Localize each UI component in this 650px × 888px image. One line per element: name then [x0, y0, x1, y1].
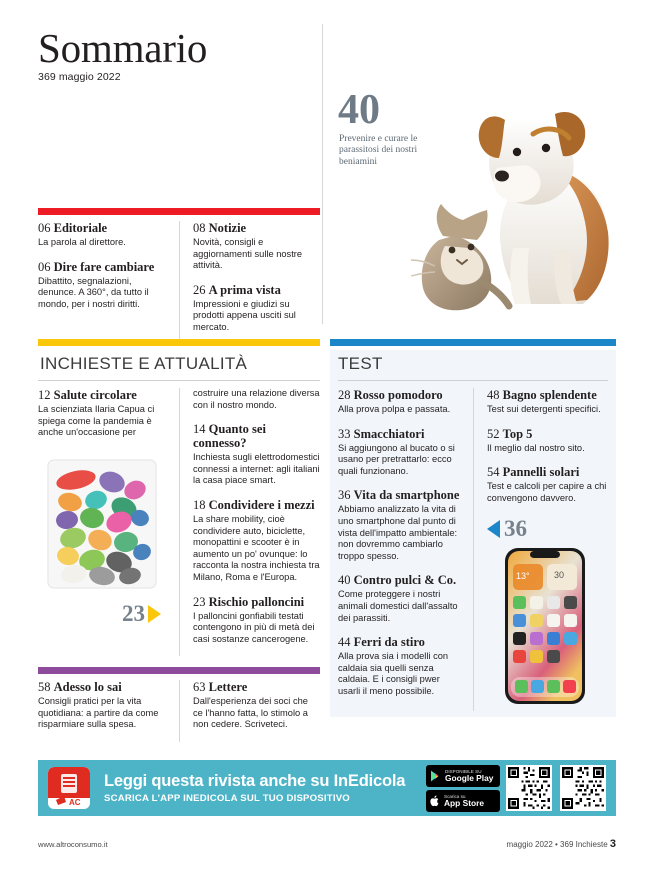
- toc-page-number: 06: [38, 259, 51, 274]
- toc-page-number: 06: [38, 221, 51, 235]
- hero-page-number: 40: [338, 87, 380, 133]
- toc-entry-desc: Dibattito, segnalazioni, denunce. A 360°, da tutto il mondo, per i nostri diritti.: [38, 275, 149, 309]
- toc-entry-desc: Test sui detergenti specifici.: [487, 404, 601, 414]
- page-footer: [38, 838, 616, 850]
- toc-entry[interactable]: [487, 388, 608, 416]
- triangle-right-icon: [148, 605, 161, 623]
- footer-issue-text: maggio 2022 • 369 Inchieste: [506, 840, 608, 849]
- svg-text:13°: 13°: [516, 571, 530, 582]
- toc-page-number: 33: [338, 426, 351, 441]
- bottom-entries-block: [38, 680, 320, 742]
- toc-entry-name: Rosso pomodoro: [353, 388, 443, 402]
- toc-entry-desc: Abbiamo analizzato la vita di uno smartphone dal punto di vista dell'impatto ambientale: non dovremmo cambiarlo troppo spesso.: [338, 504, 458, 561]
- toc-entry-title: [38, 221, 167, 235]
- toc-entry-name: Notizie: [208, 221, 247, 235]
- toc-entry[interactable]: [193, 498, 320, 584]
- toc-page-number: 08: [193, 221, 206, 235]
- footer-page-number: 3: [609, 838, 616, 850]
- app-store-badge[interactable]: [426, 790, 500, 812]
- toc-entry-name: Editoriale: [53, 221, 108, 235]
- balloons-image: [40, 456, 164, 592]
- svg-text:30: 30: [554, 570, 565, 581]
- toc-entry-name: Vita da smartphone: [353, 488, 460, 503]
- qr-code-google-play[interactable]: [506, 765, 552, 811]
- toc-entry[interactable]: [38, 388, 167, 439]
- test-left-column: [338, 388, 473, 711]
- toc-entry[interactable]: [193, 680, 320, 731]
- footer-website[interactable]: www.altroconsumo.it: [38, 840, 108, 849]
- toc-entry-desc: Impressioni e giudizi su prodotti appena usciti sul mercato.: [193, 298, 296, 332]
- toc-page-number: 14: [193, 422, 206, 437]
- toc-entry-name: Rischio palloncini: [208, 594, 305, 609]
- toc-entry-title: [193, 680, 320, 694]
- toc-entry-title: [487, 427, 608, 441]
- test-heading: TEST: [338, 354, 383, 373]
- top-vertical-divider: [322, 24, 323, 324]
- toc-entry-title: [487, 388, 608, 402]
- toc-entry-title: [338, 635, 461, 649]
- purple-section-rule: [38, 667, 320, 674]
- smartphone-image: [497, 546, 593, 706]
- top-right-column: [179, 221, 320, 345]
- hero-feature: [330, 78, 620, 318]
- toc-entry-title: [193, 221, 320, 235]
- banner-headline: Leggi questa rivista anche su InEdicola: [104, 772, 406, 790]
- toc-entry-title: [38, 388, 167, 402]
- toc-entry-name: Dire fare cambiare: [53, 259, 155, 274]
- toc-entry-desc: Test e calcoli per capire a chi convengono davvero.: [487, 481, 607, 503]
- toc-page-number: 48: [487, 388, 500, 402]
- toc-entry-name: Bagno splendente: [502, 388, 597, 402]
- marker-page-number: 36: [504, 516, 527, 542]
- toc-entry[interactable]: [338, 427, 461, 478]
- toc-page-number: 26: [193, 282, 206, 297]
- yellow-section-rule: [38, 339, 320, 346]
- inchieste-left-column: [38, 388, 179, 656]
- toc-entry-title: [338, 388, 461, 402]
- masthead: [38, 26, 207, 83]
- toc-page-number: 40: [338, 573, 351, 588]
- toc-page-number: 36: [338, 488, 351, 503]
- red-section-rule: [38, 208, 320, 215]
- toc-entry[interactable]: [487, 465, 608, 504]
- inchieste-right-column: [179, 388, 320, 656]
- toc-entry-name: Smacchiatori: [353, 426, 425, 441]
- footer-issue: [507, 838, 616, 850]
- toc-entry-desc: Inchiesta sugli elettrodomestici connessi a internet: agli italiani la casa piace smart.: [193, 452, 320, 486]
- toc-entry-title: [193, 283, 320, 297]
- toc-entry-desc: Alla prova polpa e passata.: [338, 404, 451, 414]
- toc-entry[interactable]: [38, 260, 167, 311]
- toc-entry-desc: Consigli pratici per la vita quotidiana: a partire da come risparmiare sulla spesa.: [38, 696, 159, 730]
- altroconsumo-app-logo: [48, 767, 90, 809]
- badge-big-text: App Store: [444, 797, 485, 808]
- toc-entry[interactable]: [38, 221, 167, 249]
- toc-entry-name: Salute circolare: [53, 388, 137, 402]
- banner-text: [104, 772, 426, 804]
- toc-entry-title: [338, 427, 461, 441]
- google-play-badge[interactable]: [426, 765, 500, 787]
- toc-entry-name: Lettere: [208, 680, 248, 694]
- toc-entry-name: Top 5: [502, 426, 533, 441]
- toc-entry[interactable]: [193, 283, 320, 334]
- toc-entry-desc: Come proteggere i nostri animali domestici dall'assalto dei parassiti.: [338, 589, 458, 623]
- toc-entry[interactable]: [338, 573, 461, 624]
- toc-entry-name: A prima vista: [208, 282, 281, 297]
- toc-entry-title: [487, 465, 608, 479]
- toc-entry-title: [338, 488, 461, 502]
- svg-text:AC: AC: [69, 798, 81, 807]
- toc-entry-desc: La parola al direttore.: [38, 237, 126, 247]
- qr-code-app-store[interactable]: [560, 765, 606, 811]
- toc-entry[interactable]: [338, 635, 461, 697]
- toc-entry[interactable]: [338, 388, 461, 416]
- toc-entry[interactable]: [193, 422, 320, 487]
- badge-big-text: Google Play: [445, 772, 494, 783]
- inchieste-section: [38, 350, 320, 656]
- toc-page-number: 18: [193, 497, 206, 512]
- toc-entry-desc: I palloncini gonfiabili testati contengono in più di metà dei casi sostanze cancerogene.: [193, 610, 315, 644]
- store-badges: [426, 765, 500, 812]
- app-icon-glyph: [48, 767, 90, 809]
- toc-page-number: 52: [487, 426, 500, 441]
- toc-page-number: 28: [338, 388, 351, 402]
- toc-entry-title: [338, 573, 461, 587]
- bottom-left-column: [38, 680, 179, 742]
- toc-entry-name: Quanto sei connesso?: [193, 422, 266, 451]
- cross-reference-marker-23[interactable]: [38, 601, 167, 627]
- toc-entry[interactable]: [193, 221, 320, 272]
- hero-caption: Prevenire e curare le parassitosi dei nostri beniamini: [339, 134, 418, 167]
- toc-entry-name: Ferri da stiro: [353, 635, 425, 650]
- toc-entry-desc: Il meglio dal nostro sito.: [487, 442, 585, 453]
- toc-entry-name: Contro pulci & Co.: [353, 573, 457, 588]
- section-divider: [38, 380, 320, 381]
- triangle-left-icon: [487, 520, 500, 538]
- toc-entry-desc: Si aggiungono al bucato o si usano per pretrattarlo: ecco quali funzionano.: [338, 442, 455, 476]
- toc-entry-title: [193, 422, 320, 450]
- toc-entry-desc: Alla prova sia i modelli con caldaia sia quelli senza caldaia. E i consigli pwer usarli il meno possibile.: [338, 651, 449, 696]
- bottom-right-column: [179, 680, 320, 742]
- badge-small-text: DISPONIBILE SU: [445, 768, 482, 774]
- toc-page-number: 58: [38, 680, 51, 694]
- toc-entry[interactable]: [487, 427, 608, 455]
- toc-entry-name: Condividere i mezzi: [208, 497, 315, 512]
- inedicola-banner[interactable]: [38, 760, 616, 816]
- toc-entry-desc: Dall'esperienza dei soci che ce l'hanno fatta, lo stimolo a non cedere. Scriveteci.: [193, 696, 308, 730]
- smartphone-image-wrap: [497, 546, 608, 711]
- toc-entry-name: Adesso lo sai: [53, 680, 122, 694]
- issue-line: 369 maggio 2022: [38, 71, 121, 83]
- toc-entry-desc: La share mobility, cioè condividere auto, biciclette, monopattini e scooter è in aumento un po' ovunque: lo racconta la nostra inchiesta tra Milano, Roma e l'Europa.: [193, 513, 320, 582]
- top-left-column: [38, 221, 179, 345]
- toc-entry-title: [38, 680, 167, 694]
- toc-entry-title: [193, 498, 320, 512]
- apple-icon: [430, 795, 440, 807]
- toc-entry-desc: Novità, consigli e aggiornamenti sulle nostre attività.: [193, 237, 303, 271]
- badge-small-text: Scarica su: [444, 793, 466, 799]
- toc-entry[interactable]: [38, 680, 167, 731]
- toc-entry[interactable]: [193, 595, 320, 646]
- toc-page-number: 54: [487, 465, 500, 480]
- toc-page-number: 63: [193, 680, 206, 694]
- test-right-column: [473, 388, 608, 711]
- toc-page-number: 12: [38, 388, 51, 402]
- toc-entry[interactable]: [338, 488, 461, 562]
- toc-entry-continuation: [193, 388, 320, 411]
- toc-page-number: 23: [193, 594, 206, 609]
- inchieste-heading: INCHIESTE E ATTUALITÀ: [40, 354, 248, 373]
- marker-page-number: 23: [122, 600, 145, 626]
- toc-entry-title: [38, 260, 167, 274]
- toc-page-number: 44: [338, 635, 351, 650]
- top-entries-block: [38, 221, 320, 345]
- toc-entry-desc: costruire una relazione diversa con il nostro mondo.: [193, 388, 320, 410]
- cross-reference-marker-36[interactable]: [487, 516, 608, 542]
- banner-subline: SCARICA L'APP INEDICOLA SUL TUO DISPOSITIVO: [104, 793, 350, 804]
- toc-entry-name: Pannelli solari: [502, 465, 580, 480]
- toc-entry-desc: La scienziata Ilaria Capua ci spiega come la pandemia è anche un'occasione per: [38, 404, 155, 438]
- section-divider: [338, 380, 608, 381]
- test-section: [330, 350, 616, 717]
- toc-entry-title: [193, 595, 320, 609]
- page-title: Sommario: [38, 25, 208, 71]
- blue-section-rule: [330, 339, 616, 346]
- google-play-icon: [430, 770, 441, 782]
- dog-and-cat-image: [405, 90, 620, 318]
